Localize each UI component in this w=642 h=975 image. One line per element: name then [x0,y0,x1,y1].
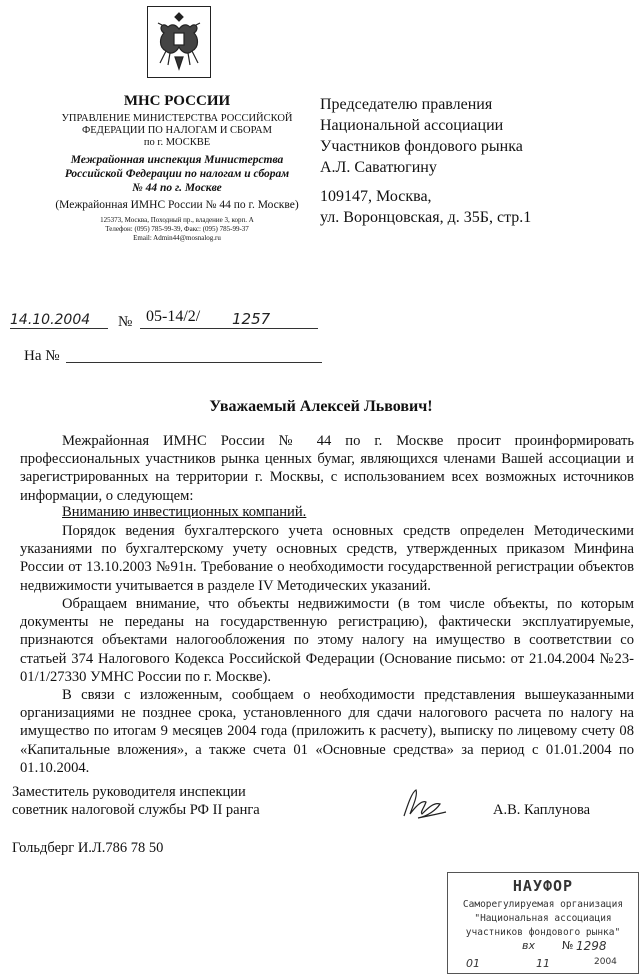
paragraph-2 [20,522,634,595]
addressee-postal: 109147, Москва, [320,188,432,205]
paragraph-1-text: Межрайонная ИМНС России № 44 по г. Москве просит проинформировать профессиональных участников рынка ценных бумаг, являющихся членами Вашей ассоциации и зарегистрированных на территории г. Москвы, с использованием всех возможных источников информации, о следующем: [20,433,634,504]
department-line-2: ФЕДЕРАЦИИ ПО НАЛОГАМ И СБОРАМ [81,125,273,136]
ministry-title: МНС РОССИИ [123,93,231,109]
salutation: Уважаемый Алексей Львович! [209,398,433,415]
paragraph-3-text: Обращаем внимание, что объекты недвижимости (в том числе объекты, по которым документы не переданы на государственную регистрацию), фактически эксплуатируемые, признаются объектами налогообложения по этому налогу на имущество в соответствии со статьей 374 Налогового Кодекса Российской Федерации (Основание письмо: от 21.04.2004 №23-01/1/27330 УМНС России по г. Москве). [20,596,634,685]
addressee-line-1: Председателю правления [320,96,493,113]
double-headed-eagle-icon [148,7,210,77]
reply-to-label: На № [24,348,60,364]
handwritten-signature [398,786,448,822]
department-line-1: УПРАВЛЕНИЕ МИНИСТЕРСТВА РОССИЙСКОЙ [61,113,293,124]
inspection-name-line-2: Российской Федерации по налогам и сборам [64,168,290,180]
executor-contact: Гольдберг И.Л.786 78 50 [12,840,164,856]
paragraph-1 [20,432,634,505]
reply-to-underline [66,362,322,363]
stamp-line-1: Саморегулируемая организация [462,899,624,910]
addressee-name: А.Л. Саватюгину [320,159,437,176]
signatory-position-line-1: Заместитель руководителя инспекции [12,784,246,800]
paragraph-3 [20,595,634,686]
addressee-line-3: Участников фондового рынка [320,138,523,155]
signatory-position-line-2: советник налоговой службы РФ II ранга [12,802,260,818]
stamp-date-day: 01 [466,957,480,970]
incoming-registration-stamp [447,872,639,974]
department-line-3: по г. МОСКВЕ [143,137,211,148]
signatory-name: А.В. Каплунова [493,802,591,818]
inspection-phone: Телефон: (095) 785-99-39, Факс: (095) 785-99-37 [105,225,249,233]
number-underline [140,328,318,329]
paragraph-4 [20,686,634,777]
stamp-title: НАУФОР [512,877,574,895]
addressee-line-2: Национальной ассоциации [320,117,504,134]
stamp-line-2: "Национальная ассоциация [474,913,612,924]
stamp-date-year: 2004 [594,957,617,967]
inspection-address: 125373, Москва, Походный пр., владение 3, корп. А [100,216,254,224]
stamp-date-month: 11 [536,957,550,970]
outgoing-number-printed: 05-14/2/ [146,308,201,325]
stamp-line-3: участников фондового рынка" [465,927,621,938]
subheading-investment-companies: Вниманию инвестиционных компаний. [62,504,307,520]
stamp-number-label: № [562,939,574,952]
coat-of-arms-emblem [147,6,211,78]
inspection-email: Email: Admin44@mosnalog.ru [133,234,221,242]
paragraph-4-text: В связи с изложенным, сообщаем о необходимости представления вышеуказанными организациями не позднее срока, установленного для сдачи налогового расчета по налогу на имущество по итогам 9 месяцев 2004 года (приложить к расчету), выписку по лицевому счету 08 «Капитальные вложения», а также счета 01 «Основные средства» за период с 01.01.2004 по 01.10.2004. [20,687,634,776]
inspection-name-line-3: № 44 по г. Москве [132,182,222,194]
date-underline [10,328,108,329]
outgoing-number-handwritten: 1257 [232,310,271,328]
stamp-incoming-label: вх [522,939,535,952]
stamp-incoming-number: 1298 [576,939,607,953]
outgoing-number-label: № [118,314,133,330]
inspection-short-name: (Межрайонная ИМНС России № 44 по г. Москве) [55,199,299,211]
paragraph-2-text: Порядок ведения бухгалтерского учета основных средств определен Методическими указаниями по бухгалтерскому учету основных средств, утвержденных приказом Минфина России от 13.10.2003 №91н. Требование о необходимости государственной регистрации объектов недвижимости учитывается в разделе IV Методических указаний. [20,523,634,594]
outgoing-date: 14.10.2004 [10,312,91,328]
addressee-street: ул. Воронцовская, д. 35Б, стр.1 [320,209,532,226]
inspection-name-line-1: Межрайонная инспекция Министерства [70,154,284,166]
